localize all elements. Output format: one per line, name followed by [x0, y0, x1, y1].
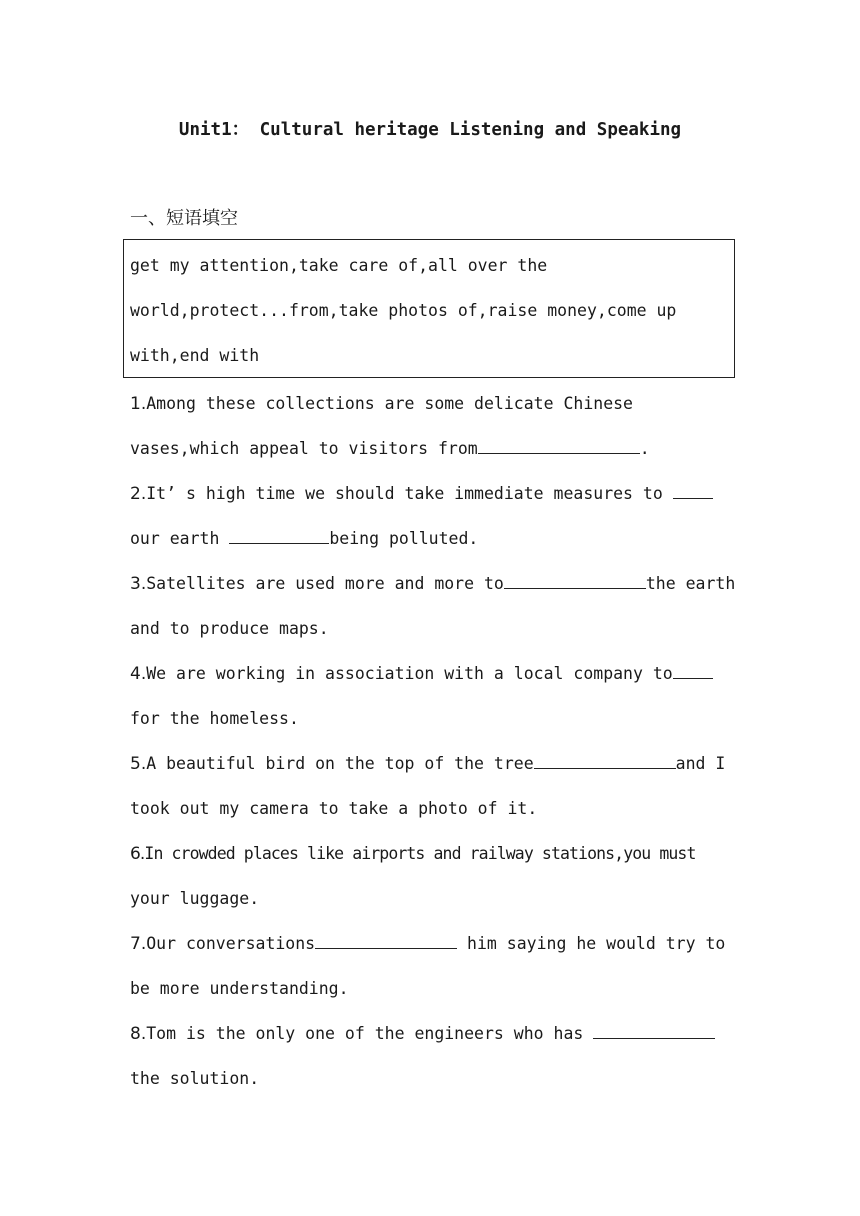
question-text: Satellites are used more and more to: [146, 574, 504, 593]
question-2-line-1: [130, 484, 713, 504]
section-heading: 一、短语填空: [130, 208, 238, 229]
question-text: It’ s high time we should take immediate measures to: [146, 484, 663, 503]
answer-blank-3[interactable]: [504, 574, 646, 589]
question-4-line-2: for the homeless.: [130, 709, 299, 728]
question-text: Tom is the only one of the engineers who has: [146, 1024, 584, 1043]
question-number: 4.: [130, 664, 147, 684]
question-text: the earth: [645, 574, 736, 593]
question-number: 5.: [130, 754, 147, 774]
answer-blank-8[interactable]: [593, 1024, 715, 1039]
question-text: him saying he would try to: [457, 934, 726, 953]
question-text: Among these collections are some delicate Chinese: [146, 394, 633, 413]
word-bank-line-3: with,end with: [130, 346, 260, 365]
question-4-line-1: [130, 664, 713, 684]
answer-blank-4[interactable]: [673, 664, 713, 679]
question-2-line-2: [130, 529, 478, 549]
word-bank-line-1: get my attention,take care of,all over the: [130, 256, 548, 275]
question-3-line-1: [130, 574, 735, 594]
question-text: vases,which appeal to visitors from: [130, 439, 478, 458]
question-text: Our conversations: [146, 934, 316, 953]
question-number: 6.: [130, 844, 145, 864]
answer-blank-1[interactable]: [478, 439, 640, 454]
question-7-line-2: be more understanding.: [130, 979, 349, 998]
question-text: our earth: [130, 529, 220, 548]
question-5-line-1: [130, 754, 725, 774]
question-1-line-1: [130, 394, 633, 414]
question-5-line-2: took out my camera to take a photo of it.: [130, 799, 538, 818]
word-bank-line-2: world,protect...from,take photos of,raise money,come up: [130, 301, 677, 320]
question-text: In crowded places like airports and railway stations,you must: [144, 844, 696, 863]
question-number: 3.: [130, 574, 147, 594]
question-number: 8.: [130, 1024, 147, 1044]
question-8-line-2: the solution.: [130, 1069, 260, 1088]
question-text: A beautiful bird on the top of the tree: [146, 754, 534, 773]
question-number: 7.: [130, 934, 147, 954]
question-1-line-2: [130, 439, 650, 459]
question-6-line-1: [130, 844, 696, 864]
question-text: being polluted.: [329, 529, 479, 548]
answer-blank-5[interactable]: [534, 754, 676, 769]
question-6-line-2: your luggage.: [130, 889, 260, 908]
question-7-line-1: [130, 934, 725, 954]
question-3-line-2: and to produce maps.: [130, 619, 329, 638]
page-title: Unit1： Cultural heritage Listening and Speaking: [178, 120, 682, 140]
answer-blank-7[interactable]: [315, 934, 457, 949]
question-text: We are working in association with a local company to: [146, 664, 673, 683]
answer-blank-2b[interactable]: [229, 529, 329, 544]
question-text: and I: [675, 754, 726, 773]
question-number: 2.: [130, 484, 147, 504]
answer-blank-2a[interactable]: [673, 484, 713, 499]
question-text: .: [639, 439, 650, 458]
question-number: 1.: [130, 394, 147, 414]
question-8-line-1: [130, 1024, 715, 1044]
